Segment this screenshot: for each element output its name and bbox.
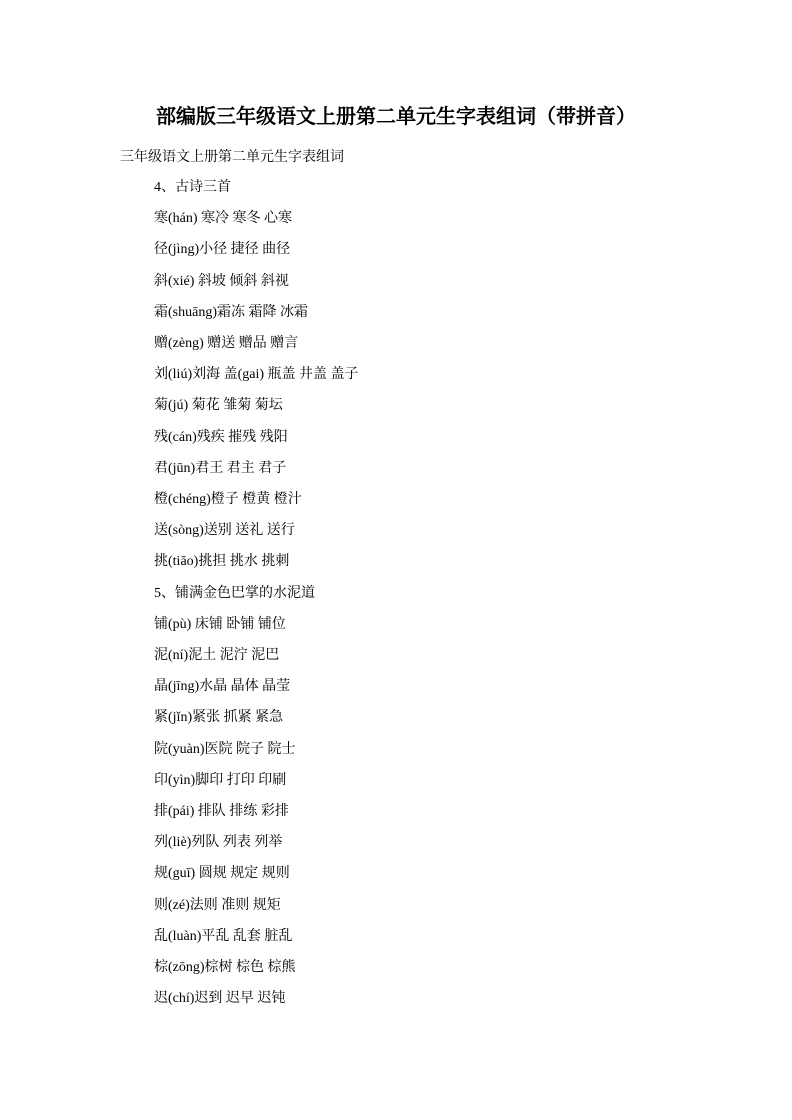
vocab-entry: 菊(jú) 菊花 雏菊 菊坛 bbox=[154, 398, 283, 414]
vocab-entry: 君(jūn)君王 君主 君子 bbox=[154, 460, 287, 476]
vocab-entry: 排(pái) 排队 排练 彩排 bbox=[154, 804, 289, 820]
vocab-entry: 送(sòng)送别 送礼 送行 bbox=[154, 523, 295, 539]
vocab-entry: 挑(tiāo)挑担 挑水 挑刺 bbox=[154, 554, 290, 570]
section-heading: 4、古诗三首 bbox=[154, 180, 231, 195]
vocab-entry: 紧(jǐn)紧张 抓紧 紧急 bbox=[154, 710, 284, 726]
vocab-entry: 迟(chí)迟到 迟早 迟钝 bbox=[154, 991, 286, 1007]
vocab-entry: 斜(xié) 斜坡 倾斜 斜视 bbox=[154, 273, 289, 289]
vocab-entry: 泥(ní)泥土 泥泞 泥巴 bbox=[154, 648, 280, 664]
vocab-entry: 径(jìng)小径 捷径 曲径 bbox=[154, 242, 291, 258]
vocab-list bbox=[154, 172, 732, 1014]
vocab-entry: 刘(liú)刘海 盖(gai) 瓶盖 井盖 盖子 bbox=[154, 367, 359, 383]
vocab-entry: 棕(zōng)棕树 棕色 棕熊 bbox=[154, 960, 296, 976]
vocab-entry: 寒(hán) 寒冷 寒冬 心寒 bbox=[154, 211, 293, 227]
doc-subtitle: 三年级语文上册第二单元生字表组词 bbox=[120, 150, 344, 165]
vocab-entry: 印(yìn)脚印 打印 印刷 bbox=[154, 772, 287, 788]
vocab-entry: 院(yuàn)医院 院子 院士 bbox=[154, 741, 296, 757]
vocab-entry: 列(liè)列队 列表 列举 bbox=[154, 835, 283, 851]
section-heading: 5、铺满金色巴掌的水泥道 bbox=[154, 585, 315, 601]
vocab-entry: 霜(shuāng)霜冻 霜降 冰霜 bbox=[154, 304, 308, 320]
vocab-entry: 橙(chéng)橙子 橙黄 橙汁 bbox=[154, 492, 302, 508]
vocab-entry: 乱(luàn)平乱 乱套 脏乱 bbox=[154, 928, 293, 944]
vocab-entry: 铺(pù) 床铺 卧铺 铺位 bbox=[154, 616, 286, 632]
vocab-entry: 晶(jīng)水晶 晶体 晶莹 bbox=[154, 679, 291, 695]
page-title: 部编版三年级语文上册第二单元生字表组词（带拼音） bbox=[156, 106, 636, 128]
vocab-entry: 规(guī) 圆规 规定 规则 bbox=[154, 866, 290, 882]
vocab-entry: 残(cán)残疾 摧残 残阳 bbox=[154, 429, 288, 445]
vocab-entry: 赠(zèng) 赠送 赠品 赠言 bbox=[154, 336, 299, 352]
vocab-entry: 则(zé)法则 准则 规矩 bbox=[154, 897, 281, 913]
